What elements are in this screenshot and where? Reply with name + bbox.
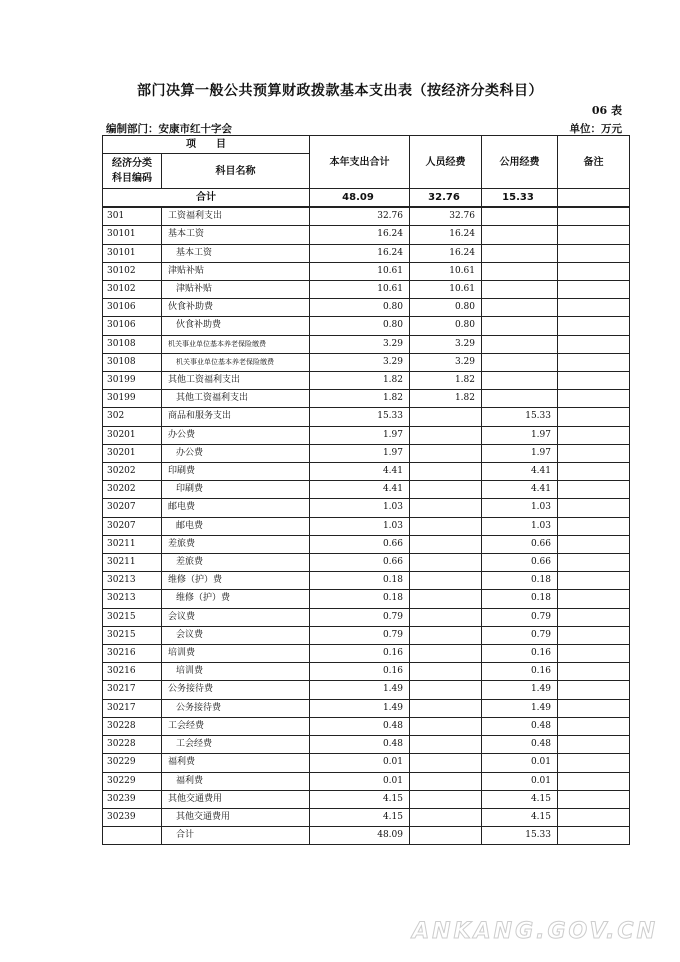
site-watermark: ANKANG.GOV.CN — [412, 919, 658, 944]
row-code: 30199 — [103, 372, 162, 390]
header-public: 公用经费 — [482, 136, 558, 189]
row-name: 伙食补助费 — [162, 317, 310, 335]
table-row — [103, 808, 630, 826]
row-note — [558, 645, 630, 663]
table-row — [103, 244, 630, 262]
row-code: 30216 — [103, 645, 162, 663]
row-public: 1.03 — [482, 499, 558, 517]
row-code: 30216 — [103, 663, 162, 681]
row-public: 1.49 — [482, 681, 558, 699]
row-name: 津贴补贴 — [162, 262, 310, 280]
row-name: 邮电费 — [162, 499, 310, 517]
row-total: 0.18 — [310, 590, 410, 608]
row-code: 30202 — [103, 463, 162, 481]
row-public: 4.41 — [482, 481, 558, 499]
row-total: 0.16 — [310, 645, 410, 663]
row-total: 0.48 — [310, 736, 410, 754]
row-total: 4.15 — [310, 808, 410, 826]
row-total: 0.66 — [310, 554, 410, 572]
table-row — [103, 663, 630, 681]
total-public: 15.33 — [482, 189, 558, 208]
row-name: 基本工资 — [162, 244, 310, 262]
row-name: 福利费 — [162, 754, 310, 772]
row-total: 0.18 — [310, 572, 410, 590]
row-personnel: 16.24 — [410, 244, 482, 262]
table-row — [103, 281, 630, 299]
row-personnel — [410, 426, 482, 444]
total-amount: 48.09 — [310, 189, 410, 208]
row-name: 会议费 — [162, 626, 310, 644]
row-note — [558, 299, 630, 317]
row-personnel — [410, 463, 482, 481]
row-note — [558, 335, 630, 353]
row-personnel: 3.29 — [410, 335, 482, 353]
row-personnel — [410, 535, 482, 553]
row-code: 30201 — [103, 426, 162, 444]
row-total: 1.49 — [310, 699, 410, 717]
row-note — [558, 590, 630, 608]
row-total: 3.29 — [310, 335, 410, 353]
row-total: 0.01 — [310, 754, 410, 772]
table-row — [103, 626, 630, 644]
row-total: 32.76 — [310, 207, 410, 226]
row-total: 1.97 — [310, 426, 410, 444]
row-code: 30207 — [103, 499, 162, 517]
row-code: 301 — [103, 207, 162, 226]
row-code: 30211 — [103, 535, 162, 553]
row-personnel: 10.61 — [410, 262, 482, 280]
row-code: 30228 — [103, 717, 162, 735]
expenditure-table — [102, 135, 630, 845]
row-personnel — [410, 499, 482, 517]
row-personnel: 32.76 — [410, 207, 482, 226]
row-public: 0.01 — [482, 772, 558, 790]
row-personnel — [410, 481, 482, 499]
table-row — [103, 572, 630, 590]
footer-personnel — [410, 827, 482, 845]
row-note — [558, 663, 630, 681]
row-note — [558, 681, 630, 699]
row-name: 其他交通费用 — [162, 808, 310, 826]
row-name: 津贴补贴 — [162, 281, 310, 299]
row-total: 1.82 — [310, 390, 410, 408]
row-note — [558, 244, 630, 262]
row-note — [558, 699, 630, 717]
table-row — [103, 408, 630, 426]
row-name: 差旅费 — [162, 535, 310, 553]
row-name: 维修（护）费 — [162, 572, 310, 590]
row-personnel: 0.80 — [410, 317, 482, 335]
header-note: 备注 — [558, 136, 630, 189]
row-personnel — [410, 408, 482, 426]
footer-code — [103, 827, 162, 845]
row-code: 30101 — [103, 244, 162, 262]
table-row — [103, 645, 630, 663]
footer-public: 15.33 — [482, 827, 558, 845]
row-name: 培训费 — [162, 645, 310, 663]
total-note — [558, 189, 630, 208]
row-code: 30217 — [103, 699, 162, 717]
row-code: 30102 — [103, 281, 162, 299]
row-personnel — [410, 554, 482, 572]
row-note — [558, 444, 630, 462]
row-public — [482, 317, 558, 335]
row-total: 0.48 — [310, 717, 410, 735]
row-code: 30201 — [103, 444, 162, 462]
row-note — [558, 317, 630, 335]
row-public — [482, 390, 558, 408]
row-total: 16.24 — [310, 244, 410, 262]
row-public: 4.15 — [482, 808, 558, 826]
row-note — [558, 426, 630, 444]
row-total: 0.66 — [310, 535, 410, 553]
row-personnel: 0.80 — [410, 299, 482, 317]
row-note — [558, 754, 630, 772]
table-row — [103, 444, 630, 462]
row-personnel — [410, 772, 482, 790]
row-note — [558, 554, 630, 572]
row-code: 30239 — [103, 808, 162, 826]
row-code: 30213 — [103, 572, 162, 590]
row-name: 工资福利支出 — [162, 207, 310, 226]
row-personnel: 3.29 — [410, 353, 482, 371]
row-total: 0.79 — [310, 608, 410, 626]
row-code: 30199 — [103, 390, 162, 408]
header-total: 本年支出合计 — [310, 136, 410, 189]
row-personnel — [410, 517, 482, 535]
table-row — [103, 517, 630, 535]
row-name: 其他工资福利支出 — [162, 390, 310, 408]
row-code: 30213 — [103, 590, 162, 608]
row-public — [482, 226, 558, 244]
row-total: 3.29 — [310, 353, 410, 371]
row-name: 印刷费 — [162, 481, 310, 499]
row-total: 1.82 — [310, 372, 410, 390]
table-row — [103, 554, 630, 572]
row-code: 30228 — [103, 736, 162, 754]
row-code: 30229 — [103, 772, 162, 790]
row-public: 0.01 — [482, 754, 558, 772]
row-public — [482, 299, 558, 317]
table-row — [103, 535, 630, 553]
row-total: 10.61 — [310, 281, 410, 299]
row-name: 机关事业单位基本养老保险缴费 — [162, 353, 310, 371]
row-code: 30215 — [103, 608, 162, 626]
row-public — [482, 262, 558, 280]
header-code: 经济分类 科目编码 — [103, 154, 162, 189]
row-code: 30215 — [103, 626, 162, 644]
row-name: 商品和服务支出 — [162, 408, 310, 426]
table-row — [103, 226, 630, 244]
row-total: 1.97 — [310, 444, 410, 462]
table-row — [103, 317, 630, 335]
row-personnel: 10.61 — [410, 281, 482, 299]
row-code: 30202 — [103, 481, 162, 499]
row-note — [558, 390, 630, 408]
row-personnel — [410, 681, 482, 699]
row-code: 302 — [103, 408, 162, 426]
row-personnel — [410, 754, 482, 772]
row-public: 0.18 — [482, 572, 558, 590]
row-public: 0.18 — [482, 590, 558, 608]
table-row — [103, 335, 630, 353]
row-personnel — [410, 444, 482, 462]
row-code: 30106 — [103, 317, 162, 335]
header-name: 科目名称 — [162, 154, 310, 189]
row-public: 0.66 — [482, 554, 558, 572]
row-note — [558, 626, 630, 644]
table-row — [103, 772, 630, 790]
row-code: 30207 — [103, 517, 162, 535]
row-name: 伙食补助费 — [162, 299, 310, 317]
department-label: 编制部门：安康市红十字会 — [106, 123, 232, 135]
row-note — [558, 517, 630, 535]
row-public — [482, 372, 558, 390]
row-note — [558, 772, 630, 790]
row-code: 30101 — [103, 226, 162, 244]
row-name: 基本工资 — [162, 226, 310, 244]
table-row — [103, 499, 630, 517]
header-item: 项 目 — [103, 136, 310, 154]
row-public: 1.97 — [482, 444, 558, 462]
row-public: 15.33 — [482, 408, 558, 426]
row-personnel: 1.82 — [410, 372, 482, 390]
row-total: 16.24 — [310, 226, 410, 244]
row-code: 30102 — [103, 262, 162, 280]
row-public: 4.41 — [482, 463, 558, 481]
row-note — [558, 535, 630, 553]
row-name: 福利费 — [162, 772, 310, 790]
row-note — [558, 717, 630, 735]
row-total: 10.61 — [310, 262, 410, 280]
table-row — [103, 426, 630, 444]
row-total: 0.16 — [310, 663, 410, 681]
row-note — [558, 408, 630, 426]
table-row — [103, 790, 630, 808]
unit-label: 单位：万元 — [569, 123, 622, 135]
row-public: 0.48 — [482, 717, 558, 735]
row-total: 4.41 — [310, 463, 410, 481]
row-name: 其他工资福利支出 — [162, 372, 310, 390]
row-name: 机关事业单位基本养老保险缴费 — [162, 335, 310, 353]
row-total: 4.41 — [310, 481, 410, 499]
row-name: 办公费 — [162, 426, 310, 444]
row-name: 印刷费 — [162, 463, 310, 481]
table-row — [103, 736, 630, 754]
row-name: 工会经费 — [162, 736, 310, 754]
table-row — [103, 353, 630, 371]
row-note — [558, 808, 630, 826]
row-note — [558, 353, 630, 371]
row-personnel: 1.82 — [410, 390, 482, 408]
row-public: 1.49 — [482, 699, 558, 717]
row-note — [558, 736, 630, 754]
header-personnel: 人员经费 — [410, 136, 482, 189]
row-code: 30239 — [103, 790, 162, 808]
row-public: 0.16 — [482, 663, 558, 681]
row-public — [482, 244, 558, 262]
row-name: 维修（护）费 — [162, 590, 310, 608]
row-public: 0.79 — [482, 626, 558, 644]
row-name: 公务接待费 — [162, 681, 310, 699]
row-total: 4.15 — [310, 790, 410, 808]
row-public — [482, 207, 558, 226]
row-public: 0.79 — [482, 608, 558, 626]
row-total: 1.03 — [310, 517, 410, 535]
row-note — [558, 481, 630, 499]
table-row — [103, 390, 630, 408]
row-note — [558, 499, 630, 517]
row-note — [558, 372, 630, 390]
row-personnel: 16.24 — [410, 226, 482, 244]
footer-label: 合计 — [162, 827, 310, 845]
total-personnel: 32.76 — [410, 189, 482, 208]
row-note — [558, 572, 630, 590]
row-note — [558, 790, 630, 808]
row-personnel — [410, 663, 482, 681]
row-total: 0.80 — [310, 299, 410, 317]
row-note — [558, 608, 630, 626]
row-code: 30108 — [103, 353, 162, 371]
table-row — [103, 463, 630, 481]
row-name: 工会经费 — [162, 717, 310, 735]
row-public: 0.66 — [482, 535, 558, 553]
row-public: 0.48 — [482, 736, 558, 754]
row-name: 其他交通费用 — [162, 790, 310, 808]
table-row — [103, 681, 630, 699]
row-personnel — [410, 808, 482, 826]
total-label: 合计 — [103, 189, 310, 208]
row-personnel — [410, 790, 482, 808]
row-total: 1.03 — [310, 499, 410, 517]
row-code: 30217 — [103, 681, 162, 699]
row-personnel — [410, 608, 482, 626]
row-total: 0.80 — [310, 317, 410, 335]
row-public — [482, 353, 558, 371]
footer-total-row — [103, 827, 630, 845]
table-row — [103, 590, 630, 608]
row-personnel — [410, 645, 482, 663]
row-personnel — [410, 717, 482, 735]
footer-total: 48.09 — [310, 827, 410, 845]
table-row — [103, 754, 630, 772]
row-public: 1.03 — [482, 517, 558, 535]
row-personnel — [410, 572, 482, 590]
table-row — [103, 481, 630, 499]
footer-note — [558, 827, 630, 845]
row-public — [482, 335, 558, 353]
document-title: 部门决算一般公共预算财政拨款基本支出表（按经济分类科目） — [137, 83, 543, 99]
row-total: 0.79 — [310, 626, 410, 644]
row-note — [558, 281, 630, 299]
row-personnel — [410, 699, 482, 717]
row-name: 会议费 — [162, 608, 310, 626]
row-code: 30106 — [103, 299, 162, 317]
table-row — [103, 207, 630, 226]
row-personnel — [410, 736, 482, 754]
row-code: 30211 — [103, 554, 162, 572]
table-row — [103, 372, 630, 390]
row-note — [558, 262, 630, 280]
table-row — [103, 299, 630, 317]
row-note — [558, 226, 630, 244]
row-name: 公务接待费 — [162, 699, 310, 717]
table-number: 06 表 — [591, 104, 622, 117]
row-personnel — [410, 590, 482, 608]
row-total: 0.01 — [310, 772, 410, 790]
row-name: 差旅费 — [162, 554, 310, 572]
table-row — [103, 717, 630, 735]
row-name: 培训费 — [162, 663, 310, 681]
row-public: 4.15 — [482, 790, 558, 808]
row-public: 1.97 — [482, 426, 558, 444]
row-personnel — [410, 626, 482, 644]
row-name: 邮电费 — [162, 517, 310, 535]
row-total: 15.33 — [310, 408, 410, 426]
table-row — [103, 699, 630, 717]
row-note — [558, 463, 630, 481]
total-row — [103, 189, 630, 208]
row-total: 1.49 — [310, 681, 410, 699]
row-note — [558, 207, 630, 226]
row-code: 30108 — [103, 335, 162, 353]
row-public — [482, 281, 558, 299]
table-row — [103, 262, 630, 280]
row-name: 办公费 — [162, 444, 310, 462]
row-code: 30229 — [103, 754, 162, 772]
table-row — [103, 608, 630, 626]
row-public: 0.16 — [482, 645, 558, 663]
